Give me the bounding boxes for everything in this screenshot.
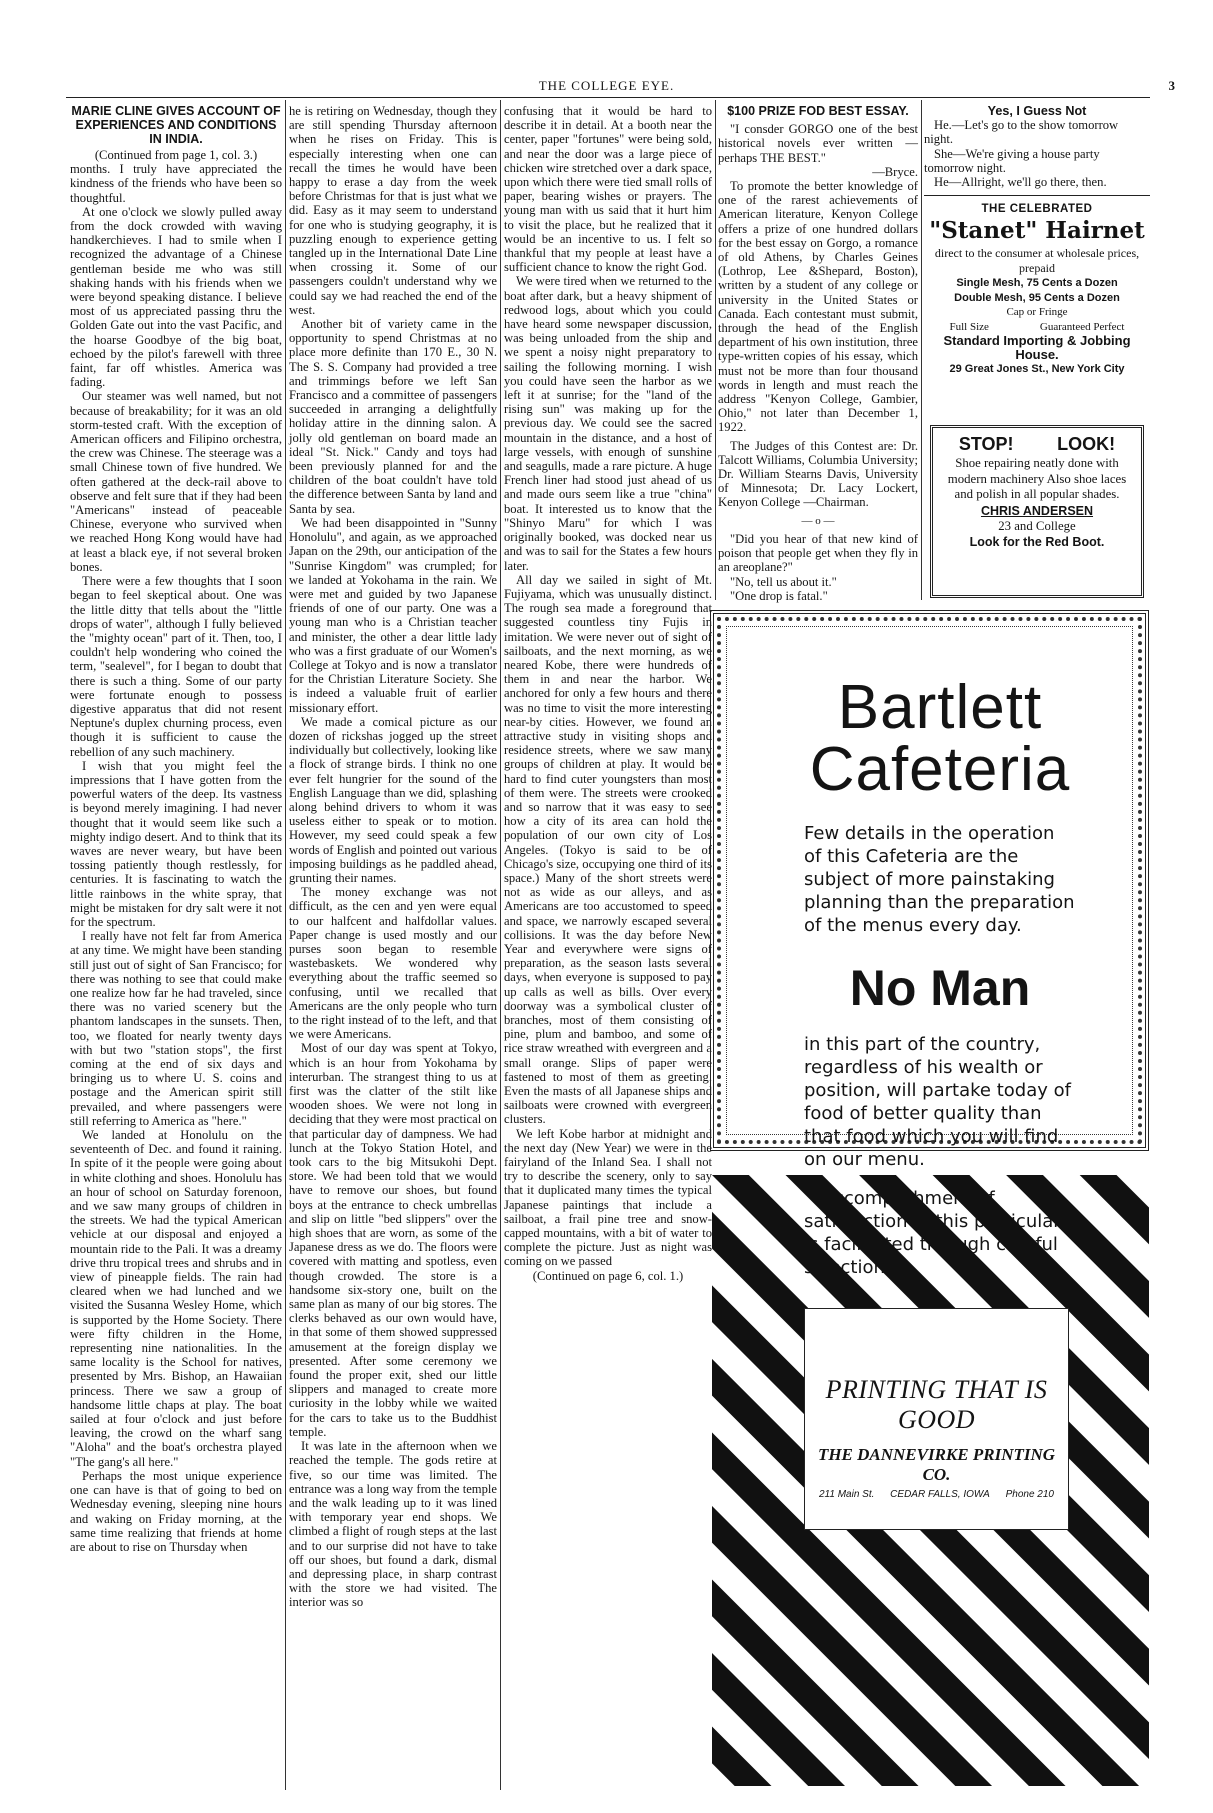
paragraph: Most of our day was spent at Tokyo, which is an hour from Yokohama by interurban. The strangest thing to us at first was the clatter of the stilt like wooden shoes. We were not long in deciding that they were most practical on that particular day of dampness. We had lunch at the Tokyo Station Hotel, and took cars to the big Mitsukohi Dept. store. We had been told that we would have to remove our shoes, but found boys at the entrance to check umbrellas and slip on little "bed slippers" over the high shoes that are worn, as some of the Japanese dress as we do. The floors were covered with matting and spotless, even though crowded. The store is a handsome six-story one, built on the same plan as many of our big stores. The clerks behaved as our own would have, in that some of them showed suppressed amusement at the foreign display we presented. After some ceremony we found the proper exit, shed our little slippers and managed to create more curiosity in the lobby while we waited for the cars to take us to the Buddhist temple. (289, 1041, 497, 1439)
continued-on-note: (Continued on page 6, col. 1.) (532, 1268, 684, 1283)
printing-company: THE DANNEVIRKE PRINTING CO. (817, 1445, 1056, 1484)
joke-line: He—Allright, we'll go there, then. (934, 175, 1107, 190)
printing-headline: PRINTING THAT IS GOOD (825, 1375, 1048, 1434)
stop-look-heading (937, 432, 1137, 456)
printing-phone: Phone 210 (1005, 1489, 1054, 1500)
printing-ad (712, 1175, 1149, 1786)
paragraph: We had been disappointed in "Sunny Honolulu", and again, as we approached Japan on the 29th, our anticipation of the "Sunrise Kingdom" was crumpled; for we landed at Yokohama in the rain. We were met and guided by two Japanese friends of one of our party. One was a young man who is a Christian teacher and minister, the other a dear little lady who was a first graduate of our Women's College at Tokyo and is now a translator for the Christian Literature Society. She is indeed a valuable fruit of earlier missionary effort. (289, 515, 497, 715)
look-word: LOOK! (1057, 434, 1116, 454)
stanet-double: Double Mesh, 95 Cents a Dozen (954, 291, 1120, 304)
paragraph: months. I truly have appreciated the kindness of the friends who have been so thoughtful. (70, 162, 282, 205)
article-column-1 (70, 104, 282, 1789)
paragraph: Our steamer was well named, but not because of breakability; for it was an old storm-tested craft. With the exception of American officers and Filipino orchestra, the crew was Chinese. The steerage was a small Chinese town of five hundred. We often gathered at the deck-rail above to observe and felt sure that if they had been "Americans" instead of peaceable Chinese, everyone who survived when we reached Hong Kong would have had at least a black eye, if not several broken bones. (70, 389, 282, 574)
stanet-guaranteed: Guaranteed Perfect (1039, 320, 1125, 333)
column-rule (285, 100, 286, 1790)
essay-prize-title: $100 PRIZE FOD BEST ESSAY. (727, 104, 909, 118)
article-column-2 (289, 104, 497, 1789)
joke-title: Yes, I Guess Not (987, 104, 1087, 118)
stanet-brand: "Stanet" Hairnet (929, 217, 1145, 245)
filler-line: "Did you hear of that new kind of poison that people get when they fly in an areoplane?" (718, 531, 918, 575)
joke-line: She—We're giving a house party tomorrow night. (924, 146, 1100, 175)
page-number: 3 (1168, 78, 1175, 93)
cafeteria-paragraph: in this part of the country, regardless of his wealth or position, will partake today of food of better quality than that food which you will find on our menu. (804, 1034, 1071, 1170)
shoe-repair-text: Shoe repairing neatly done with modern machinery Also shoe laces and polish in all popular shades. (947, 456, 1127, 501)
shoe-repair-ad (930, 425, 1144, 598)
stanet-single: Single Mesh, 75 Cents a Dozen (956, 277, 1118, 290)
essay-attribution: —Bryce. (872, 164, 918, 179)
stanet-full-size: Full Size (949, 320, 989, 333)
article-headline: MARIE CLINE GIVES ACCOUNT OF EXPERIENCES AND CONDITIONS IN INDIA. (71, 104, 281, 146)
paragraph: We landed at Honolulu on the seventeenth of Dec. and found it raining. In spite of it the people were going about in white clothing and shoes. Honolulu has an hour of school on Saturday forenoon, and we saw many groups of children in the streets. We had the typical American vehicle at our disposal and enjoyed a mountain ride to the Pali. It was a dreamy drive thru tropical trees and shrubs and in view of pineapple fields. The rain had cleared when we had lunched and we visited the Susanna Wesley Home, which is supported by the Home Society. There were fifty children in the Home, representing nine nationalities. In the same locality is the School for natives, presented by Mrs. Bishop, an Hawaiian princess. There we saw a group of handsome little chaps at play. The boat sailed at four o'clock and just before leaving, the crowd on the wharf sang "Aloha" and the boat's orchestra played "The gang's all here." (70, 1128, 282, 1469)
stanet-sizes (924, 320, 1150, 334)
paragraph: It was late in the afternoon when we reached the temple. The gods retire at five, so our time was limited. The entrance was a long way from the temple and the walk leading up to it was lined with temporary year end shops. We climbed a flight of rough steps at the last and to our surprise did not have to take off our shoes, but found a dark, dismal and depressing place, in sharp contrast with the store we had visited. The interior was so (289, 1439, 497, 1610)
filler-line: "No, tell us about it." (730, 574, 837, 589)
paragraph: I really have not felt far from America at any time. We might have been standing still just out of sight of San Francisco; for there was nothing to see that could make one realize how far he had traveled, since there was no varied scenery but the phantom landscapes in the sunsets. Then, too, we floated for nearly twenty days with but two "station stops", the first coming at the end of six days and bringing us to where U. S. coins and postage and the American spirit still prevailed, and where passengers were still referring to America as "here." (70, 929, 282, 1128)
printing-city: CEDAR FALLS, IOWA (890, 1489, 990, 1500)
cafeteria-paragraph: Few details in the operation of this Cafeteria are the subject of more painstaking planning than the preparation of the menus every day. (804, 823, 1075, 936)
divider: — o — (801, 514, 835, 527)
essay-judges: The Judges of this Contest are: Dr. Talcott Williams, Columbia University; Dr. William Stearns Davis, University of Minnesota; Dr. Lacy Lockert, Kenyon College —Chairman. (718, 438, 918, 510)
cafeteria-ad (710, 610, 1149, 1170)
joke-line: He.—Let's go to the show tomorrow night. (924, 118, 1119, 147)
printing-street: 211 Main St. (819, 1489, 875, 1500)
paragraph: We left Kobe harbor at midnight and the next day (New Year) we were in the fairyland of the Inland Sea. I shall not try to describe the scenery, only to say that it duplicated many times the typical Japanese paintings that include a sailboat, a frail pine tree and snow-capped mountains, with a bit of water to complete the picture. Just as night was coming on we passed (504, 1126, 712, 1269)
cafeteria-title: Bartlett (837, 673, 1043, 742)
paragraph: he is retiring on Wednesday, though they are still spending Thursday afternoon when he rises on Friday. This is especially interesting when one can recall the times he would have been happy to erase a day from the week before Christmas for that is just what we did. Easy as it may seem to understand for one who is studying geography, it is puzzling enough to experience getting tangled up in the International Date Line when crossing it. Some of our passengers couldn't understand why we could say we had reached the end of the west. (289, 104, 497, 317)
stanet-cap: Cap or Fringe (1006, 305, 1068, 318)
section-rule (924, 195, 1150, 196)
stanet-company: Standard Importing & Jobbing House. (943, 333, 1131, 363)
paragraph: confusing that it would be hard to describe it in detail. At a booth near the center, paper "fortunes" were being sold, and near the door was a large piece of chicken wire stretched over a dark space, upon which there were tied small rolls of paper, bearing wishes or prayers. The young man with us said that it hurt him to visit the place, but he realized that it would be an incentive to us. I felt so thankful that my people at least have a sufficient chance to know the right God. (504, 104, 712, 275)
continued-from-note: (Continued from page 1, col. 3.) (94, 148, 258, 162)
paragraph: We made a comical picture as our dozen of rickshas jogged up the street individually but collectively, looking like a flock of strange birds. I think no one ever felt hungrier for the sound of the English Language than we did, splashing along behind drivers to whom it was useless either to speak or to motion. However, my seed could speak a few words of English and pointed out various imposing buildings as he paddled ahead, grunting their names. (289, 714, 497, 885)
cafeteria-no-man: No Man (849, 960, 1031, 1016)
paragraph: The money exchange was not difficult, as the cen and yen were equal to our halfcent and halfdollar values. Paper change is used mostly and our purses soon began to resemble wastebaskets. We wondered why everything about the traffic seemed so confusing, until we recalled that Americans are the only people who turn to the right instead of to the left, and that we were Americans. (289, 885, 497, 1042)
filler-line: "One drop is fatal." (730, 588, 828, 603)
shoe-repair-slogan: Look for the Red Boot. (969, 535, 1105, 549)
essay-quote: "I consder GORGO one of the best historical novels ever written —perhaps THE BEST." (718, 122, 918, 165)
joke (924, 104, 1150, 189)
paragraph: We were tired when we returned to the boat after dark, but a heavy shipment of redwood logs, about which you could have heard some newspaper discussion, was being unloaded from the ship and we spent a noisy night preparatory to sailing the following morning. I wish you could have seen the harbor as we left it at sunrise; for the "land of the rising sun" was making up for the previous day. We could see the sacred mountain in the distance, and a host of large vessels, with enough of sunshine and seagulls, made a rare picture. A huge French liner had stood just ahead of us and made ours seem like a true "china" boat. It interested us to know that the "Shinyo Maru" for which I was originally booked, was docked near us and was to sail for the States a few hours later. (504, 274, 712, 573)
column-rule (715, 100, 716, 600)
printing-ad-box (804, 1308, 1069, 1530)
running-head (0, 78, 1213, 96)
paragraph: There were a few thoughts that I soon began to feel skeptical about. One was the little ditty that tells about the "little drops of water", although I fully believed the "mighty ocean" part of it. Then, too, I couldn't help wondering who coined the term, "sealevel", for I began to doubt that there is such a thing. Some of our party were fortunate enough to possess digestive apparatus that did not resent Neptune's duplex churning process, even though it is sufficient to cause the rebellion of any such machinery. (70, 574, 282, 759)
shoe-repair-name: CHRIS ANDERSEN (980, 503, 1094, 518)
stanet-hairnet-ad (924, 202, 1150, 376)
header-rule (66, 97, 1150, 98)
paragraph: At one o'clock we slowly pulled away from the dock crowded with waving handkerchieves. I had to smile when I recognized the advantage of a Chinese gentleman beside me who was still shaking hands with his friends when we were beyond speaking distance. I believe most of us appreciated passing thru the Golden Gate out into the vast Pacific, and the hoarse Goodbye of the big boat, echoed by the pilot's farewell with three faint, far off whistles. America was fading. (70, 204, 282, 390)
stanet-line: direct to the consumer at wholesale prices, prepaid (934, 246, 1140, 276)
column-rule (921, 100, 922, 600)
shoe-repair-address: 23 and College (998, 518, 1076, 533)
paragraph: I wish that you might feel the impressions that I have gotten from the powerful waters of the deep. Its vastness is beyond merely imagining. I had never thought that it would seem like such a mighty indigo desert. And to think that its waves are never weary, but have been tossing patiently though restlessly, for centuries. It is fascinating to watch the little rainbows in the white spray, that might be mistaken for dry salt were it not for the spectrum. (70, 758, 282, 929)
stanet-heading: THE CELEBRATED (981, 203, 1093, 216)
essay-body: To promote the better knowledge of one of the rarest achievements of American literature, Kenyon College offers a prize of one hundred dollars for the best essay on Gorgo, a romance of old Athens, by Charles Geines (Lothrop, Lee &Shepard, Boston), written by a student of any college or university in the United States or Canada. Each contestant must submit, through the head of the English department of his own institution, three type-written copies of his essay, which must not be more than four thousand words in length and must reach the address "Kenyon College, Gambier, Ohio," not later than December 1, 1922. (718, 179, 918, 435)
printing-address-row (805, 1489, 1068, 1500)
article-column-3 (504, 104, 712, 1283)
right-column (924, 104, 1150, 377)
stop-word: STOP! (958, 434, 1014, 454)
stanet-address: 29 Great Jones St., New York City (949, 363, 1125, 376)
essay-prize-notice (718, 104, 918, 603)
paragraph: Perhaps the most unique experience one can have is that of going to bed on Wednesday evening, sleeping nine hours and waking on Friday morning, at the same time realizing that friends at home are about to rise on Thursday when (70, 1468, 282, 1554)
paragraph: Another bit of variety came in the opportunity to spend Christmas at no place more definite than 170 E., 30 N. The S. S. Company had provided a tree and trimmings before we left San Francisco and a committee of passengers succeeded in arranging a delightfully holiday attire in the dinning salon. A jolly old gentleman on board made an ideal "St. Nick." Candy and toys had been previously planned for and the children of the boat couldn't have told the difference between Santa by land and Santa by sea. (289, 317, 497, 516)
paragraph: All day we sailed in sight of Mt. Fujiyama, which was unusually distinct. The rough sea made a foreground that suggested countless tiny Fujis in imitation. We were never out of sight of sailboats, and the next morning, as we neared Kobe, there were hundreds of them in and near the harbor. We anchored for only a few hours and there was no time to visit the more interesting near-by cities. However, we found an attractive study in visiting shops and residence streets, where we saw many groups of children at play. It would be hard to find cuter youngsters than most of them were. The streets were crooked and so narrow that it was easy to see how a city of its area can hold the population of our own city of Los Angeles. (Tokyo is said to be of Chicago's size, occupying one third of its space.) Many of the short streets were not as wide as our alleys, and as Americans are too accustomed to speed and space, we narrowly escaped several collisions. It was the day before New Year and everywhere were signs of preparation, as the season lasts several days, when everyone is supposed to pay up calls as well as bills. Over every doorway was a symbolical cluster of branches, most of them consisting of pine, plum and bamboo, and some of rice straw wreathed with evergreen and a small orange. Slips of paper were fastened to most of them as greeting. Even the masts of all Japanese ships and sailboats were crowned with evergreen clusters. (504, 572, 712, 1127)
cafeteria-subtitle: Cafeteria (809, 735, 1071, 804)
column-rule (500, 100, 501, 1790)
newspaper-title: THE COLLEGE EYE. (538, 78, 675, 93)
